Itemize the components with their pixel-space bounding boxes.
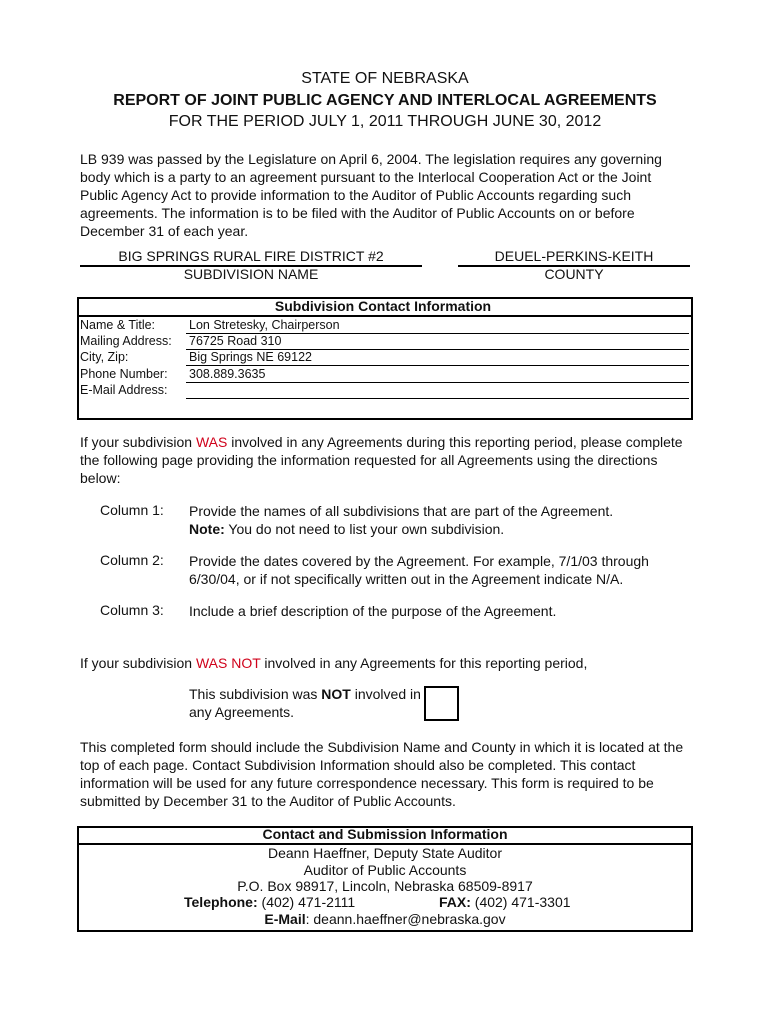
mailing-address-field[interactable]: 76725 Road 310 bbox=[189, 334, 282, 348]
note-label: Note: bbox=[189, 521, 225, 537]
was-pre: If your subdivision bbox=[80, 434, 196, 450]
column-2-label: Column 2: bbox=[100, 552, 164, 568]
mailing-address-label: Mailing Address: bbox=[80, 334, 172, 348]
not-involved-bold: NOT bbox=[321, 686, 351, 702]
phone-number-label: Phone Number: bbox=[80, 367, 168, 381]
email-value[interactable]: : deann.haeffner@nebraska.gov bbox=[305, 911, 506, 927]
city-zip-underline bbox=[186, 365, 689, 366]
column-1-label: Column 1: bbox=[100, 502, 164, 518]
fax-label: FAX: bbox=[439, 894, 471, 910]
was-keyword: WAS bbox=[195, 434, 228, 450]
fax bbox=[439, 894, 571, 910]
column-1-note bbox=[189, 520, 669, 538]
name-title-field[interactable]: Lon Stretesky, Chairperson bbox=[189, 318, 340, 332]
subdivision-name-field[interactable]: BIG SPRINGS RURAL FIRE DISTRICT #2 bbox=[118, 248, 384, 264]
state-title: STATE OF NEBRASKA bbox=[301, 70, 469, 87]
submission-line-2: Auditor of Public Accounts bbox=[303, 862, 467, 878]
fax-value: (402) 471-3301 bbox=[470, 894, 571, 910]
name-title-label: Name & Title: bbox=[80, 318, 156, 332]
city-zip-label: City, Zip: bbox=[80, 350, 129, 364]
column-1-text bbox=[189, 502, 669, 538]
county-label: COUNTY bbox=[544, 266, 604, 282]
phone-number-field[interactable]: 308.889.3635 bbox=[189, 367, 266, 381]
report-title: REPORT OF JOINT PUBLIC AGENCY AND INTERLOCAL AGREEMENTS bbox=[113, 92, 657, 109]
completed-form-paragraph: This completed form should include the Subdivision Name and County in which it is located at the top of each page. Contact Subdivision Information should also be completed. This contact information will be used for any future correspondence necessary. This form is required to be submitted by December 31 to the Auditor of Public Accounts. bbox=[80, 739, 684, 809]
email-address-label: E-Mail Address: bbox=[80, 383, 168, 397]
was-not-post: involved in any Agreements for this reporting period, bbox=[260, 655, 588, 671]
contact-info-heading: Subdivision Contact Information bbox=[274, 298, 492, 314]
was-involved-paragraph bbox=[80, 433, 692, 487]
phone-number-underline bbox=[186, 382, 689, 383]
telephone-label: Telephone: bbox=[184, 894, 258, 910]
email-address-underline bbox=[186, 398, 689, 399]
column-3-label: Column 3: bbox=[100, 602, 164, 618]
note-text: You do not need to list your own subdivision. bbox=[224, 521, 505, 537]
report-period: FOR THE PERIOD JULY 1, 2011 THROUGH JUNE 30, 2012 bbox=[168, 113, 602, 130]
was-not-keyword: WAS NOT bbox=[195, 655, 261, 671]
was-not-pre: If your subdivision bbox=[80, 655, 196, 671]
was-post: involved in any Agreements during this reporting period, please complete the following page providing the information requested for all Agreements using the directions below: bbox=[80, 434, 683, 486]
submission-email-row bbox=[77, 911, 693, 927]
not-involved-line-1 bbox=[189, 685, 421, 703]
not-involved-statement bbox=[189, 685, 421, 721]
email-label: E-Mail bbox=[264, 911, 306, 927]
submission-line-1: Deann Haeffner, Deputy State Auditor bbox=[267, 845, 502, 861]
not-involved-pre: This subdivision was bbox=[189, 686, 322, 702]
column-3-text: Include a brief description of the purpose of the Agreement. bbox=[189, 603, 557, 619]
intro-paragraph: LB 939 was passed by the Legislature on April 6, 2004. The legislation requires any governing body which is a party to an agreement pursuant to the Interlocal Cooperation Act or the Joint Public Agency Act to provide information to the Auditor of Public Accounts regarding such agreements. The information is to be filed with the Auditor of Public Accounts on or before December 31 of each year. bbox=[80, 151, 662, 239]
county-field[interactable]: DEUEL-PERKINS-KEITH bbox=[494, 248, 654, 264]
submission-heading: Contact and Submission Information bbox=[262, 826, 508, 842]
was-not-involved-paragraph bbox=[80, 654, 692, 672]
contact-heading-divider bbox=[77, 315, 691, 317]
not-involved-line-2: any Agreements. bbox=[189, 704, 295, 720]
submission-address: P.O. Box 98917, Lincoln, Nebraska 68509-8917 bbox=[237, 878, 533, 894]
column-1-description: Provide the names of all subdivisions that are part of the Agreement. bbox=[189, 503, 614, 519]
telephone-value: (402) 471-2111 bbox=[257, 894, 356, 910]
city-zip-field[interactable]: Big Springs NE 69122 bbox=[189, 350, 312, 364]
telephone bbox=[184, 894, 355, 910]
not-involved-checkbox[interactable] bbox=[424, 686, 459, 721]
not-involved-post: involved in bbox=[350, 686, 421, 702]
subdivision-name-label: SUBDIVISION NAME bbox=[183, 266, 319, 282]
column-2-text: Provide the dates covered by the Agreement. For example, 7/1/03 through 6/30/04, or if not specifically written out in the Agreement indicate N/A. bbox=[189, 553, 649, 587]
